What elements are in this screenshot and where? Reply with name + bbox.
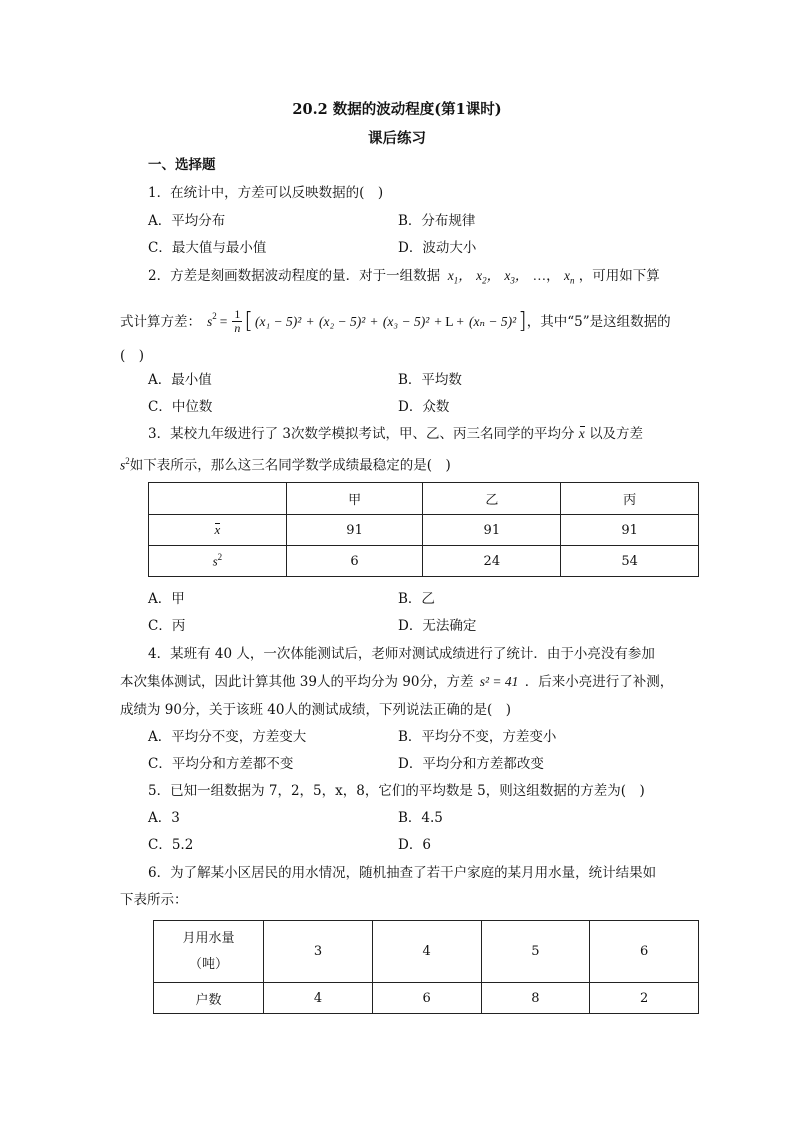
q1-option-b[interactable]: B．分布规律: [398, 213, 476, 229]
q5-stem: 5．已知一组数据为 7，2，5，x，8，它们的平均数是 5，则这组数据的方差为( ): [148, 783, 645, 799]
q2-data-ellipsis: …: [532, 268, 547, 283]
q4-stem-line3: 成绩为 90分，关于该班 40人的测试成绩，下列说法正确的是( ): [120, 702, 511, 718]
variance-symbol: s: [120, 457, 126, 473]
table-cell: 91: [561, 515, 699, 546]
q2-option-b[interactable]: B．平均数: [398, 372, 462, 388]
q4-variance-value: s² = 41: [479, 674, 519, 689]
q6-stem-line1: 6．为了解某小区居民的用水情况，随机抽查了若干户家庭的某月用水量，统计结果如: [148, 865, 657, 881]
q2-option-d[interactable]: D．众数: [398, 399, 450, 415]
section-heading: 一、选择题: [148, 157, 216, 173]
q1-stem: 1．在统计中，方差可以反映数据的( ): [148, 185, 384, 201]
mean-symbol: x: [578, 426, 585, 441]
left-bracket-icon: [: [244, 308, 253, 334]
table-cell: 6: [590, 921, 699, 983]
q1-option-c[interactable]: C．最大值与最小值: [148, 240, 267, 256]
formula-term-3: (x₃ − 5)²: [382, 313, 430, 329]
formula-s: s: [207, 313, 213, 329]
row-label-water-a: 月用水量: [182, 930, 235, 946]
q2-stem-text: 2．方差是刻画数据波动程度的量．对于一组数据: [148, 268, 441, 284]
page-subtitle: 课后练习: [368, 130, 426, 147]
q6-stem-line2: 下表所示：: [120, 892, 188, 908]
q3-stem-line1-end: 以及方差: [589, 426, 644, 442]
row-label-water-b: （吨）: [189, 956, 229, 972]
q3-option-a[interactable]: A．甲: [148, 591, 185, 607]
formula-fraction: [232, 308, 242, 335]
q2-answer-paren: ( ): [120, 348, 145, 364]
table-row: [149, 515, 699, 546]
table-cell: 91: [423, 515, 561, 546]
fraction-numerator: 1: [234, 307, 241, 321]
q3-stem-line2: [120, 452, 451, 475]
q5-option-d[interactable]: D．6: [398, 837, 431, 853]
formula-term-n: (xₙ − 5)²: [469, 313, 517, 329]
table-header-jia: 甲: [286, 483, 423, 515]
formula-term-1: (x₁ − 5)²: [254, 313, 302, 329]
q2-stem-line2-end: ，其中“5”是这组数据的: [526, 313, 671, 330]
fraction-denominator: n: [234, 321, 241, 335]
q2-stem-line1-end: ，可用如下算: [578, 268, 660, 284]
q4-option-a[interactable]: A．平均分不变，方差变大: [148, 729, 307, 745]
formula-power: 2: [212, 310, 217, 321]
table-cell: 8: [481, 983, 590, 1014]
formula-plus-1: +: [306, 313, 314, 329]
q4-option-b[interactable]: B．平均分不变，方差变小: [398, 729, 557, 745]
formula-plus-2: +: [370, 313, 378, 329]
table-row: [149, 546, 699, 577]
table-cell: 3: [264, 921, 373, 983]
q2-option-a[interactable]: A．最小值: [148, 372, 212, 388]
table-cell: 4: [264, 983, 373, 1014]
q6-water-usage-table: [153, 920, 699, 1014]
row-label-variance: $s^2$: [149, 546, 287, 577]
q3-stem-text: 3．某校九年级进行了 3次数学模拟考试，甲、乙、丙三名同学的平均分: [148, 426, 575, 442]
q5-option-a[interactable]: A．3: [148, 810, 180, 826]
q2-option-c[interactable]: C．中位数: [148, 399, 213, 415]
table-cell: 2: [590, 983, 699, 1014]
q1-option-d[interactable]: D．波动大小: [398, 240, 477, 256]
q2-data-var-3: $x_3$，: [504, 268, 529, 286]
q3-option-c[interactable]: C．丙: [148, 618, 186, 634]
row-label-water: [154, 921, 264, 983]
table-cell: 91: [286, 515, 423, 546]
formula-plus-dots: + L +: [434, 313, 464, 329]
right-bracket-icon: ]: [518, 308, 527, 334]
q2-stem-line1: 2．方差是刻画数据波动程度的量．对于一组数据 $x_1$， $x_2$， $x_3$， …， $x_n$ ，可用如下算: [148, 268, 660, 286]
q4-option-d[interactable]: D．平均分和方差都改变: [398, 756, 544, 772]
q2-data-var-2: $x_2$，: [476, 268, 501, 286]
q4-option-c[interactable]: C．平均分和方差都不变: [148, 756, 294, 772]
q5-option-c[interactable]: C．5.2: [148, 837, 194, 853]
table-row: [154, 983, 699, 1014]
q2-stem-line2-start: 式计算方差：: [120, 313, 201, 330]
table-row: [154, 921, 699, 983]
q2-variance-formula: s $^2$ = $\frac{1}{n}$ [ (x₁ − 5)² + (x₂ − 5)² + (x₃ − 5)² + L + (xₙ − 5)² ]: [207, 307, 527, 335]
table-cell: 4: [372, 921, 481, 983]
table-cell: 5: [481, 921, 590, 983]
formula-term-2: (x₂ − 5)²: [318, 313, 366, 329]
q4-stem-line2-text: 本次集体测试，因此计算其他 39人的平均分为 90分，方差: [120, 674, 474, 690]
table-header-yi: 乙: [423, 483, 561, 515]
q3-option-d[interactable]: D．无法确定: [398, 618, 477, 634]
q3-score-table: [148, 482, 699, 577]
q3-stem-line1: [148, 425, 643, 443]
table-corner-cell: [149, 483, 287, 515]
table-cell: 6: [286, 546, 423, 577]
q3-stem-line2-text: 如下表所示，那么这三名同学数学成绩最稳定的是( ): [129, 457, 451, 474]
page-title: 20.2 数据的波动程度(第1课时): [292, 101, 502, 118]
q2-data-var-n: $x_n$: [563, 268, 575, 286]
q4-stem-line1: 4．某班有 40 人，一次体能测试后，老师对测试成绩进行了统计．由于小亮没有参加: [148, 646, 655, 662]
table-cell: 54: [561, 546, 699, 577]
q4-stem-line2: [120, 673, 673, 691]
q2-data-var-1: $x_1$，: [447, 268, 472, 286]
variance-power: 2: [125, 456, 130, 466]
q2-stem-line2: [120, 308, 671, 335]
table-cell: 24: [423, 546, 561, 577]
q5-option-b[interactable]: B．4.5: [398, 810, 443, 826]
table-row: [149, 483, 699, 515]
q3-option-b[interactable]: B．乙: [398, 591, 435, 607]
row-label-households: 户数: [154, 983, 264, 1014]
q1-option-a[interactable]: A．平均分布: [148, 213, 226, 229]
row-label-mean: x: [149, 515, 287, 546]
table-cell: 6: [372, 983, 481, 1014]
q4-stem-line2-end: ．后来小亮进行了补测，: [524, 674, 674, 690]
table-header-bing: 丙: [561, 483, 699, 515]
